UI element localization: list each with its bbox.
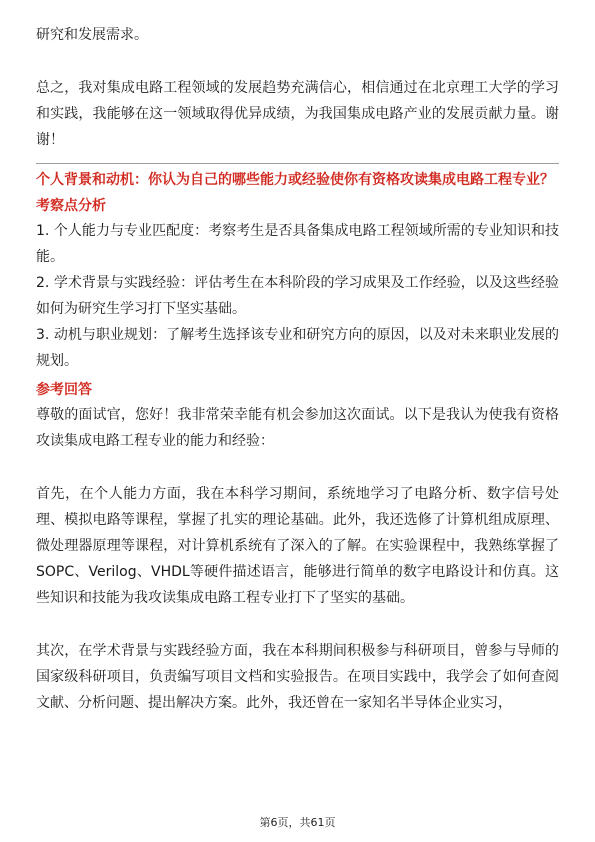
analysis-item: 2. 学术背景与实践经验：评估考生在本科阶段的学习成果及工作经验，以及这些经验如何为研究生学习打下坚实基础。 [36,275,559,317]
analysis-item: 1. 个人能力与专业匹配度：考察考生是否具备集成电路工程领域所需的专业知识和技能。 [36,223,559,265]
answer-paragraph-abilities: 首先，在个人能力方面，我在本科学习期间，系统地学习了电路分析、数字信号处理、模拟电路等课程，掌握了扎实的理论基础。此外，我还选修了计算机组成原理、微处理器原理等课程，对计算机系统有了深入的了解。在实验课程中，我熟练掌握了SOPC、Verilog、VHDL等硬件描述语言，能够进行简单的数字电路设计和仿真。这些知识和技能为我攻读集成电路工程专业打下了坚实的基础。 [36,486,559,606]
conclusion-paragraph: 总之，我对集成电路工程领域的发展趋势充满信心，相信通过在北京理工大学的学习和实践，我能够在这一领域取得优异成绩，为我国集成电路产业的发展贡献力量。谢谢！ [36,80,559,148]
intro-fragment: 研究和发展需求。 [36,27,148,43]
analysis-list [36,218,559,374]
analysis-heading: 考察点分析 [36,198,106,214]
page-number: 第6页，共61页 [259,816,336,829]
spacer [36,48,559,75]
interview-question: 个人背景和动机：你认为自己的哪些能力或经验使你有资格攻读集成电路工程专业？ [36,172,554,188]
document-page [36,22,559,716]
answer-heading: 参考回答 [36,382,92,398]
analysis-item: 3. 动机与职业规划：了解考生选择该专业和研究方向的原因，以及对未来职业发展的规划。 [36,327,559,369]
spacer [36,611,559,638]
section-divider [36,163,559,164]
spacer [36,454,559,481]
answer-paragraph-greeting: 尊敬的面试官，您好！我非常荣幸能有机会参加这次面试。以下是我认为使我有资格攻读集成电路工程专业的能力和经验： [36,407,559,449]
answer-paragraph-experience: 其次，在学术背景与实践经验方面，我在本科期间积极参与科研项目，曾参与导师的国家级科研项目，负责编写项目文档和实验报告。在项目实践中，我学会了如何查阅文献、分析问题、提出解决方案。此外，我还曾在一家知名半导体企业实习， [36,643,559,711]
